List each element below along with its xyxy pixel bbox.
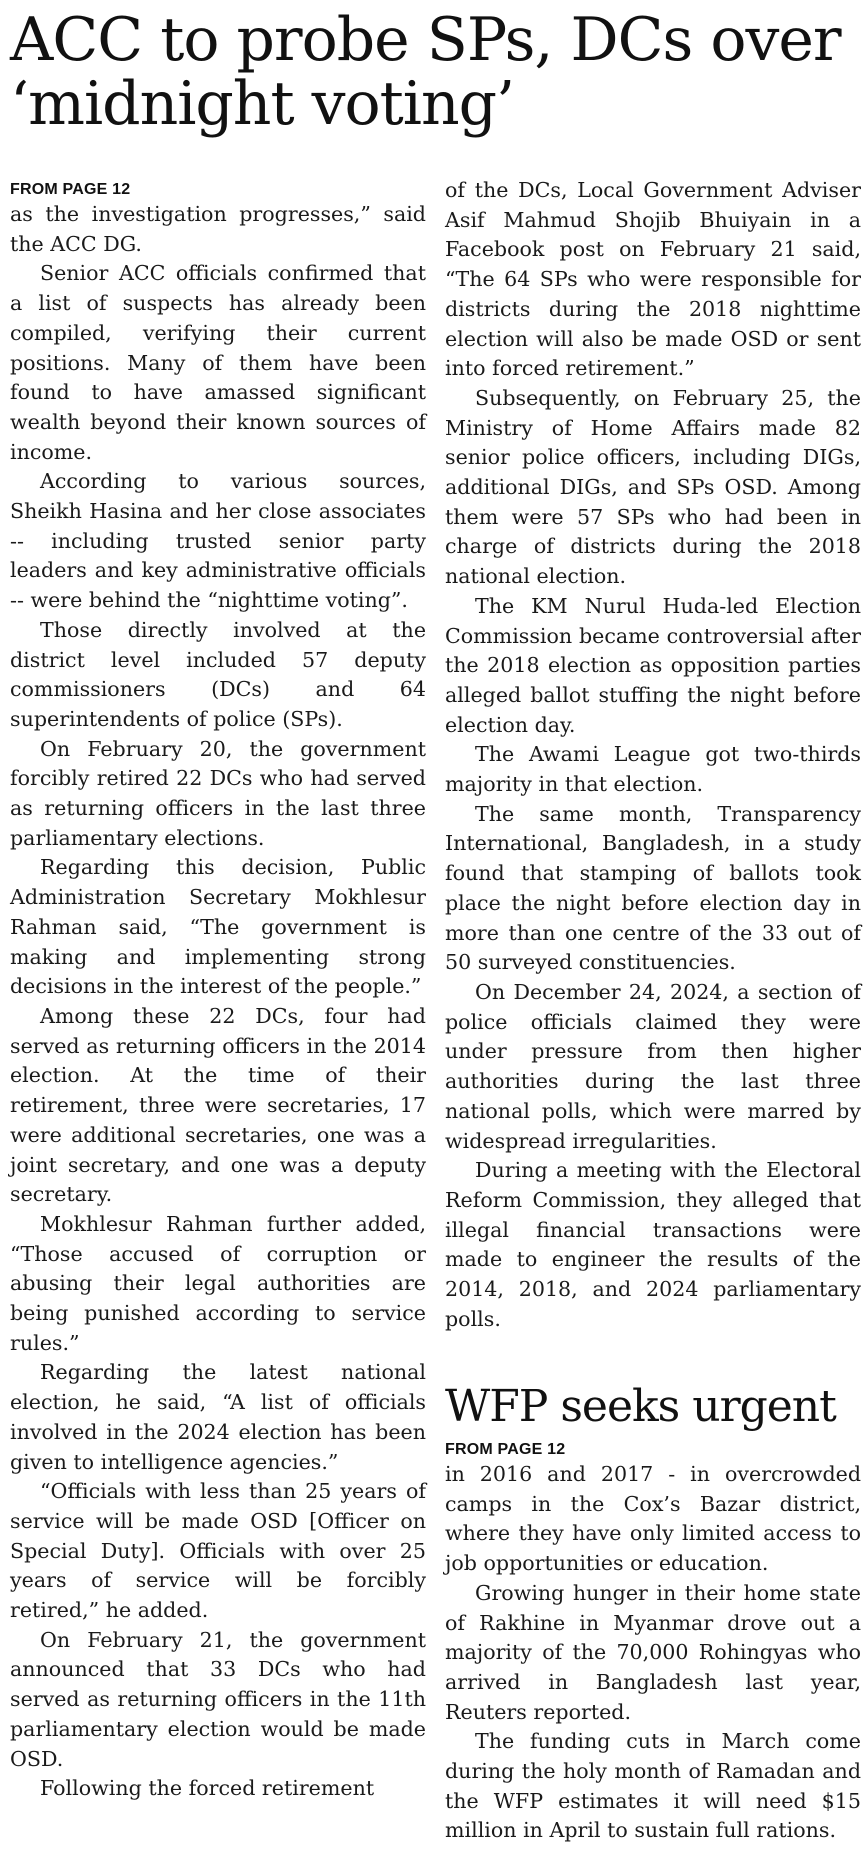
paragraph: The funding cuts in March come during the holy month of Ramadan and the WFP estimates it will need $15 million in April to sustain full rations. [445,1729,861,1843]
paragraph: During a meeting with the Electoral Reform Commission, they alleged that illegal financial transactions were made to engineer the results of the 2014, 2018, and 2024 parliamentary polls. [445,1158,861,1331]
paragraph: Among these 22 DCs, four had served as returning officers in the 2014 election. At the time of their retirement, three were secretaries, 17 were additional secretaries, one was a joint secretary, and one was a deputy secretary. [10,1003,426,1207]
paragraph: Growing hunger in their home state of Rakhine in Myanmar drove out a majority of the 70,000 Rohingyas who arrived in Bangladesh last year, Reuters reported. [445,1580,861,1724]
paragraph: Senior ACC officials confirmed that a list of suspects has already been compiled, verifying their current positions. Many of them have been found to have amassed significant wealth beyond their known sources of income. [10,261,426,464]
paragraph: On December 24, 2024, a section of police officials claimed they were under pressure from then higher authorities during the last three national polls, which were marred by widespread irregularities. [445,979,861,1153]
paragraph: in 2016 and 2017 - in overcrowded camps in the Cox’s Bazar district, where they have only limited access to job opportunities or education. [445,1462,861,1576]
paragraph: On February 20, the government forcibly retired 22 DCs who had served as returning officers in the last three parliamentary elections. [10,736,426,850]
paragraph: of the DCs, Local Government Adviser Asif Mahmud Shojib Bhuiyain in a Facebook post on February 21 said, “The 64 SPs who were responsible for districts during the 2018 nighttime election will also be made OSD or sent into forced retirement.” [445,178,861,381]
paragraph: Following the forced retirement [40,1776,375,1801]
paragraph: Those directly involved at the district level included 57 deputy commissioners (DCs) and 64 superintendents of police (SPs). [10,617,426,731]
wfp-column [445,1460,861,1846]
headline: ACC to probe SPs, DCs over ‘midnight voting’ [10,5,841,139]
paragraph: Regarding this decision, Public Administration Secretary Mokhlesur Rahman said, “The government is making and implementing strong decisions in the interest of the people.” [10,855,426,999]
left-column [10,200,426,1804]
paragraph: Regarding the latest national election, he said, “A list of officials involved in the 2024 election has been given to intelligence agencies.” [10,1360,426,1474]
paragraph: The same month, Transparency International, Bangladesh, in a study found that stamping of ballots took place the night before election day in more than one centre of the 33 out of 50 surveyed constituencies. [445,801,861,975]
paragraph: Subsequently, on February 25, the Ministry of Home Affairs made 82 senior police officers, including DIGs, additional DIGs, and SPs OSD. Among them were 57 SPs who had been in charge of districts during the 2018 national election. [445,385,861,589]
paragraph: The Awami League got two-thirds majority in that election. [445,742,861,797]
paragraph: as the investigation progresses,” said the ACC DG. [10,202,426,256]
paragraph: According to various sources, Sheikh Hasina and her close associates -- including trusted senior party leaders and key administrative officials -- were behind the “nighttime voting”. [10,469,426,613]
from-page-label: FROM PAGE 12 [10,181,131,198]
paragraph: The KM Nurul Huda-led Election Commission became controversial after the 2018 election as opposition parties alleged ballot stuffing the night before election day. [445,593,861,737]
paragraph: Mokhlesur Rahman further added, “Those accused of corruption or abusing their legal authorities are being punished according to service rules.” [10,1211,426,1355]
wfp-from-page-label: FROM PAGE 12 [445,1441,566,1458]
right-column [445,176,861,1334]
paragraph: “Officials with less than 25 years of service will be made OSD [Officer on Special Duty]. Officials with over 25 years of service will be forcibly retired,” he added. [10,1479,426,1623]
paragraph: On February 21, the government announced that 33 DCs who had served as returning officers in the 11th parliamentary election would be made OSD. [10,1627,426,1771]
wfp-headline: WFP seeks urgent [445,1381,836,1432]
